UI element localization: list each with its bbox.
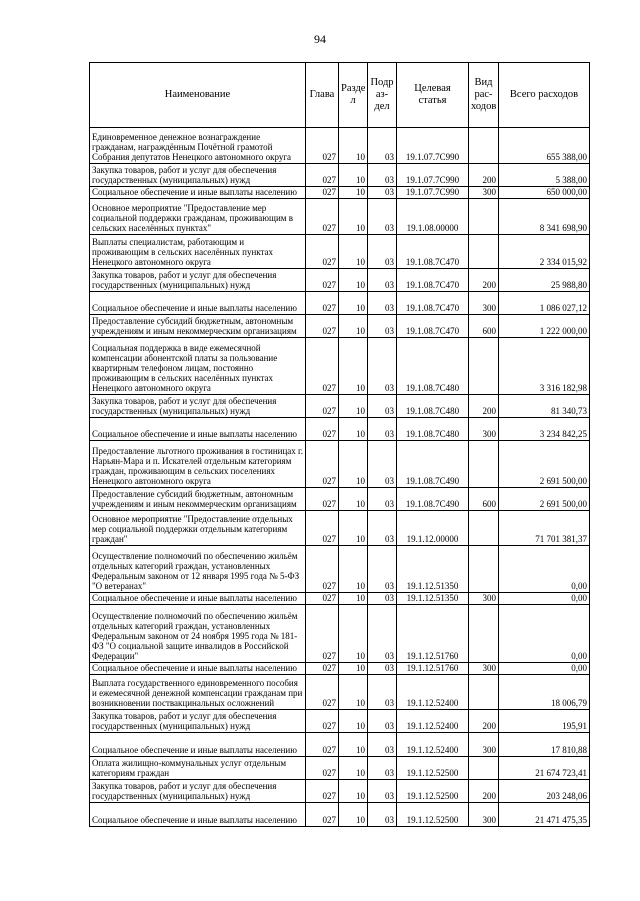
kind-cell: 300 (469, 187, 499, 199)
code-cell: 027 (306, 199, 339, 235)
name-cell: Социальная поддержка в виде ежемесячной компенсации абонентской платы за пользование квартирным телефоном лицам, постоянно проживающим в сельских населённых пунктах Ненецкого автономного округа (90, 338, 306, 395)
section-cell: 10 (339, 546, 368, 593)
section-cell: 10 (339, 593, 368, 605)
section-cell: 10 (339, 315, 368, 338)
table-row (90, 187, 590, 199)
target-cell: 19.1.08.7С470 (397, 292, 469, 315)
kind-cell: 200 (469, 269, 499, 292)
target-cell: 19.1.12.51350 (397, 593, 469, 605)
kind-cell (469, 199, 499, 235)
code-cell: 027 (306, 395, 339, 418)
name-cell: Осуществление полномочий по обеспечению жильём отдельных категорий граждан, установленных Федеральным законом от 12 января 1995 года № 5-ФЗ "О ветеранах" (90, 546, 306, 593)
subsection-cell: 03 (368, 441, 397, 488)
table-row (90, 593, 590, 605)
subsection-cell: 03 (368, 488, 397, 511)
kind-cell: 300 (469, 593, 499, 605)
subsection-cell: 03 (368, 235, 397, 269)
code-cell: 027 (306, 338, 339, 395)
kind-cell (469, 338, 499, 395)
amount-cell: 0,00 (499, 546, 590, 593)
table-row (90, 605, 590, 663)
name-cell: Закупка товаров, работ и услуг для обеспечения государственных (муниципальных) нужд (90, 269, 306, 292)
subsection-cell: 03 (368, 593, 397, 605)
subsection-cell: 03 (368, 395, 397, 418)
header-amount: Всего расходов (499, 63, 590, 128)
name-cell: Социальное обеспечение и иные выплаты населению (90, 418, 306, 441)
subsection-cell: 03 (368, 757, 397, 780)
code-cell: 027 (306, 292, 339, 315)
amount-cell: 0,00 (499, 663, 590, 675)
table-row (90, 338, 590, 395)
subsection-cell: 03 (368, 292, 397, 315)
kind-cell (469, 235, 499, 269)
section-cell: 10 (339, 338, 368, 395)
kind-cell (469, 546, 499, 593)
table-row (90, 803, 590, 827)
target-cell: 19.1.07.7С990 (397, 164, 469, 187)
code-cell: 027 (306, 269, 339, 292)
section-cell: 10 (339, 164, 368, 187)
section-cell: 10 (339, 199, 368, 235)
table-row (90, 757, 590, 780)
target-cell: 19.1.12.51760 (397, 663, 469, 675)
table-row (90, 235, 590, 269)
code-cell: 027 (306, 511, 339, 546)
subsection-cell: 03 (368, 733, 397, 757)
kind-cell (469, 605, 499, 663)
code-cell: 027 (306, 235, 339, 269)
section-cell: 10 (339, 675, 368, 710)
name-cell: Оплата жилищно-коммунальных услуг отдельным категориям граждан (90, 757, 306, 780)
name-cell: Предоставление субсидий бюджетным, автономным учреждениям и иным некоммерческим организациям (90, 315, 306, 338)
target-cell: 19.1.12.51760 (397, 605, 469, 663)
target-cell: 19.1.07.7С990 (397, 128, 469, 164)
table-row (90, 663, 590, 675)
table-row (90, 164, 590, 187)
header-section: Разде л (339, 63, 368, 128)
section-cell: 10 (339, 395, 368, 418)
target-cell: 19.1.08.7С470 (397, 269, 469, 292)
amount-cell: 2 691 500,00 (499, 441, 590, 488)
section-cell: 10 (339, 733, 368, 757)
subsection-cell: 03 (368, 187, 397, 199)
target-cell: 19.1.08.7С480 (397, 418, 469, 441)
kind-cell: 600 (469, 488, 499, 511)
subsection-cell: 03 (368, 269, 397, 292)
kind-cell: 200 (469, 395, 499, 418)
table-row (90, 269, 590, 292)
target-cell: 19.1.08.7С470 (397, 235, 469, 269)
amount-cell: 21 674 723,41 (499, 757, 590, 780)
table-row (90, 418, 590, 441)
kind-cell: 300 (469, 733, 499, 757)
amount-cell: 81 340,73 (499, 395, 590, 418)
amount-cell: 2 691 500,00 (499, 488, 590, 511)
section-cell: 10 (339, 757, 368, 780)
name-cell: Осуществление полномочий по обеспечению жильём отдельных категорий граждан, установленных Федеральным законом от 24 ноября 1995 года № 181-ФЗ "О социальной защите инвалидов в Российской Федерации" (90, 605, 306, 663)
code-cell: 027 (306, 164, 339, 187)
name-cell: Предоставление субсидий бюджетным, автономным учреждениям и иным некоммерческим организациям (90, 488, 306, 511)
code-cell: 027 (306, 757, 339, 780)
name-cell: Закупка товаров, работ и услуг для обеспечения государственных (муниципальных) нужд (90, 164, 306, 187)
kind-cell: 300 (469, 292, 499, 315)
amount-cell: 71 701 381,37 (499, 511, 590, 546)
subsection-cell: 03 (368, 418, 397, 441)
table-row (90, 292, 590, 315)
section-cell: 10 (339, 710, 368, 733)
name-cell: Закупка товаров, работ и услуг для обеспечения государственных (муниципальных) нужд (90, 395, 306, 418)
amount-cell: 655 388,00 (499, 128, 590, 164)
target-cell: 19.1.12.51350 (397, 546, 469, 593)
section-cell: 10 (339, 663, 368, 675)
subsection-cell: 03 (368, 546, 397, 593)
kind-cell: 300 (469, 803, 499, 827)
name-cell: Закупка товаров, работ и услуг для обеспечения государственных (муниципальных) нужд (90, 710, 306, 733)
kind-cell: 200 (469, 710, 499, 733)
table-row (90, 128, 590, 164)
name-cell: Социальное обеспечение и иные выплаты населению (90, 292, 306, 315)
amount-cell: 5 388,00 (499, 164, 590, 187)
target-cell: 19.1.07.7С990 (397, 187, 469, 199)
name-cell: Социальное обеспечение и иные выплаты населению (90, 663, 306, 675)
section-cell: 10 (339, 441, 368, 488)
amount-cell: 1 222 000,00 (499, 315, 590, 338)
code-cell: 027 (306, 733, 339, 757)
section-cell: 10 (339, 511, 368, 546)
table-row (90, 780, 590, 803)
subsection-cell: 03 (368, 511, 397, 546)
name-cell: Социальное обеспечение и иные выплаты населению (90, 803, 306, 827)
name-cell: Социальное обеспечение и иные выплаты населению (90, 187, 306, 199)
subsection-cell: 03 (368, 803, 397, 827)
header-target: Целевая статья (397, 63, 469, 128)
amount-cell: 3 234 842,25 (499, 418, 590, 441)
target-cell: 19.1.08.7С490 (397, 488, 469, 511)
code-cell: 027 (306, 488, 339, 511)
target-cell: 19.1.08.00000 (397, 199, 469, 235)
code-cell: 027 (306, 605, 339, 663)
code-cell: 027 (306, 441, 339, 488)
amount-cell: 0,00 (499, 605, 590, 663)
code-cell: 027 (306, 780, 339, 803)
subsection-cell: 03 (368, 164, 397, 187)
amount-cell: 203 248,06 (499, 780, 590, 803)
code-cell: 027 (306, 593, 339, 605)
name-cell: Единовременное денежное вознаграждение гражданам, награждённым Почётной грамотой Собрания депутатов Ненецкого автономного округа (90, 128, 306, 164)
amount-cell: 21 471 475,35 (499, 803, 590, 827)
kind-cell: 300 (469, 663, 499, 675)
kind-cell (469, 441, 499, 488)
code-cell: 027 (306, 675, 339, 710)
kind-cell (469, 128, 499, 164)
target-cell: 19.1.12.00000 (397, 511, 469, 546)
subsection-cell: 03 (368, 710, 397, 733)
section-cell: 10 (339, 235, 368, 269)
section-cell: 10 (339, 418, 368, 441)
header-name: Наименование (90, 63, 306, 128)
target-cell: 19.1.12.52400 (397, 675, 469, 710)
subsection-cell: 03 (368, 663, 397, 675)
table-row (90, 441, 590, 488)
target-cell: 19.1.12.52500 (397, 757, 469, 780)
target-cell: 19.1.08.7С470 (397, 315, 469, 338)
amount-cell: 17 810,88 (499, 733, 590, 757)
subsection-cell: 03 (368, 780, 397, 803)
target-cell: 19.1.12.52500 (397, 803, 469, 827)
amount-cell: 1 086 027,12 (499, 292, 590, 315)
subsection-cell: 03 (368, 605, 397, 663)
header-subsection: Подр аз- дел (368, 63, 397, 128)
section-cell: 10 (339, 269, 368, 292)
name-cell: Социальное обеспечение и иные выплаты населению (90, 593, 306, 605)
name-cell: Предоставление льготного проживания в гостиницах г. Нарьян-Мара и п. Искателей отдельным категориям граждан, проживающим в сельских поселениях Ненецкого автономного округа (90, 441, 306, 488)
target-cell: 19.1.08.7С490 (397, 441, 469, 488)
section-cell: 10 (339, 292, 368, 315)
table-row (90, 710, 590, 733)
table-row (90, 395, 590, 418)
code-cell: 027 (306, 803, 339, 827)
table-row (90, 733, 590, 757)
code-cell: 027 (306, 663, 339, 675)
section-cell: 10 (339, 187, 368, 199)
amount-cell: 18 006,79 (499, 675, 590, 710)
table-row (90, 199, 590, 235)
code-cell: 027 (306, 710, 339, 733)
target-cell: 19.1.12.52400 (397, 733, 469, 757)
kind-cell (469, 757, 499, 780)
table-row (90, 546, 590, 593)
name-cell: Выплаты специалистам, работающим и проживающим в сельских населённых пунктах Ненецкого автономного округа (90, 235, 306, 269)
table-row (90, 511, 590, 546)
kind-cell (469, 675, 499, 710)
amount-cell: 8 341 698,90 (499, 199, 590, 235)
target-cell: 19.1.08.7С480 (397, 395, 469, 418)
target-cell: 19.1.12.52500 (397, 780, 469, 803)
table-row (90, 315, 590, 338)
code-cell: 027 (306, 128, 339, 164)
code-cell: 027 (306, 315, 339, 338)
name-cell: Выплата государственного единовременного пособия и ежемесячной денежной компенсации гражданам при возникновении поствакцинальных осложнений (90, 675, 306, 710)
code-cell: 027 (306, 187, 339, 199)
name-cell: Основное мероприятие "Предоставление мер социальной поддержки гражданам, проживающим в сельских населённых пунктах" (90, 199, 306, 235)
target-cell: 19.1.12.52400 (397, 710, 469, 733)
header-kind: Вид рас- ходов (469, 63, 499, 128)
section-cell: 10 (339, 128, 368, 164)
amount-cell: 0,00 (499, 593, 590, 605)
kind-cell: 200 (469, 780, 499, 803)
name-cell: Основное мероприятие "Предоставление отдельных мер социальной поддержки отдельным категориям граждан" (90, 511, 306, 546)
name-cell: Закупка товаров, работ и услуг для обеспечения государственных (муниципальных) нужд (90, 780, 306, 803)
subsection-cell: 03 (368, 315, 397, 338)
subsection-cell: 03 (368, 128, 397, 164)
kind-cell (469, 511, 499, 546)
table-header-row (90, 63, 590, 128)
page-number: 94 (314, 32, 326, 46)
amount-cell: 2 334 015,92 (499, 235, 590, 269)
kind-cell: 200 (469, 164, 499, 187)
table-row (90, 488, 590, 511)
section-cell: 10 (339, 488, 368, 511)
budget-table (89, 62, 590, 827)
subsection-cell: 03 (368, 338, 397, 395)
amount-cell: 25 988,80 (499, 269, 590, 292)
table-row (90, 675, 590, 710)
kind-cell: 600 (469, 315, 499, 338)
section-cell: 10 (339, 803, 368, 827)
code-cell: 027 (306, 546, 339, 593)
amount-cell: 650 000,00 (499, 187, 590, 199)
section-cell: 10 (339, 780, 368, 803)
target-cell: 19.1.08.7С480 (397, 338, 469, 395)
amount-cell: 3 316 182,98 (499, 338, 590, 395)
subsection-cell: 03 (368, 675, 397, 710)
header-code: Глава (306, 63, 339, 128)
subsection-cell: 03 (368, 199, 397, 235)
section-cell: 10 (339, 605, 368, 663)
name-cell: Социальное обеспечение и иные выплаты населению (90, 733, 306, 757)
amount-cell: 195,91 (499, 710, 590, 733)
budget-table-body (90, 128, 590, 827)
kind-cell: 300 (469, 418, 499, 441)
code-cell: 027 (306, 418, 339, 441)
